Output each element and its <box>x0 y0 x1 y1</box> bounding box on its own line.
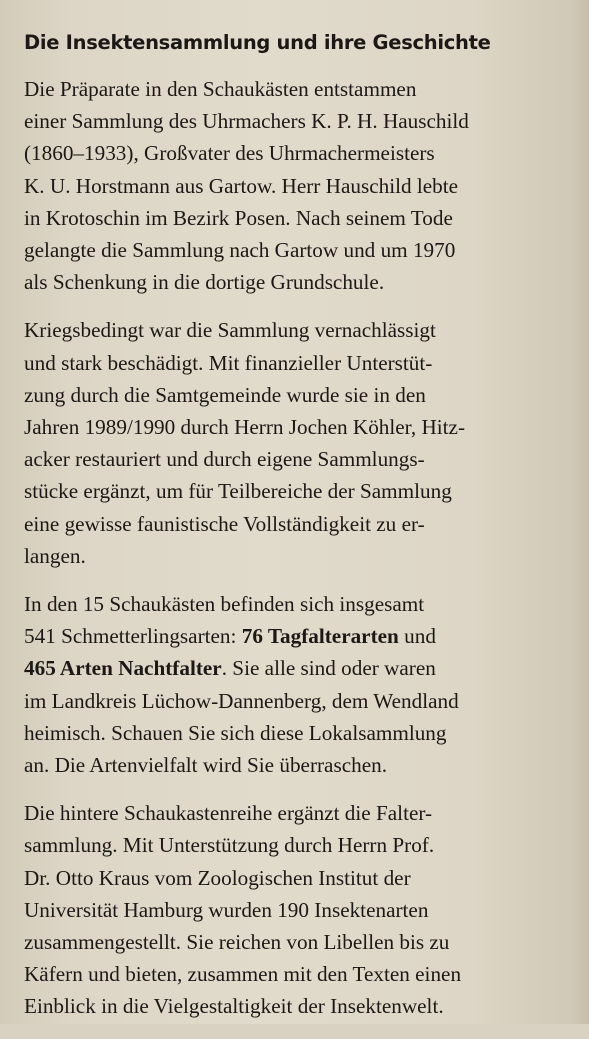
text-line: einer Sammlung des Uhrmachers K. P. H. Hauschild <box>24 109 469 134</box>
text-line: Die hintere Schaukastenreihe ergänzt die Falter- <box>24 801 433 826</box>
text-line: stücke ergänzt, um für Teilbereiche der Sammlung <box>24 479 452 504</box>
text-line: und stark beschädigt. Mit finanzieller Unterstüt- <box>24 350 433 375</box>
text-line: Einblick in die Vielgestaltigkeit der Insektenwelt. <box>24 994 444 1019</box>
text-line <box>24 620 579 652</box>
sign-content <box>24 30 579 1039</box>
text-segment: 541 Schmetterlingsarten: <box>24 624 242 649</box>
text-line: eine gewisse faunistische Vollständigkeit zu er- <box>24 511 425 536</box>
paragraph-restoration <box>24 314 579 572</box>
text-line: als Schenkung in die dortige Grundschule. <box>24 270 385 295</box>
text-line: Jahren 1989/1990 durch Herrn Jochen Köhler, Hitz- <box>24 415 466 440</box>
text-line: zusammengestellt. Sie reichen von Libellen bis zu <box>24 930 450 955</box>
text-line: in Krotoschin im Bezirk Posen. Nach seinem Tode <box>24 205 453 230</box>
day-moth-count: 76 Tagfalterarten <box>241 624 399 649</box>
text-line: sammlung. Mit Unterstützung durch Herrn Prof. <box>24 833 435 858</box>
text-line: Dr. Otto Kraus vom Zoologischen Institut der <box>24 865 411 890</box>
text-segment: und <box>398 624 436 649</box>
text-line: Universität Hamburg wurden 190 Insektenarten <box>24 897 429 922</box>
text-line: (1860–1933), Großvater des Uhrmachermeisters <box>24 141 435 166</box>
text-line: In den 15 Schaukästen befinden sich insgesamt <box>24 592 425 617</box>
text-line: zung durch die Samtgemeinde wurde sie in den <box>24 382 426 407</box>
text-line: gelangte die Sammlung nach Gartow und um 1970 <box>24 238 456 263</box>
paragraph-insects <box>24 797 579 1022</box>
paragraph-history <box>24 73 579 298</box>
paragraph-butterflies <box>24 588 579 781</box>
text-line: Die Präparate in den Schaukästen entstammen <box>24 77 417 101</box>
sign-title: Die Insektensammlung und ihre Geschichte <box>24 31 491 54</box>
text-line: Käfern und bieten, zusammen mit den Texten einen <box>24 962 462 987</box>
night-moth-count: 465 Arten Nachtfalter <box>24 656 222 681</box>
text-line <box>24 652 579 684</box>
text-line: an. Die Artenvielfalt wird Sie überraschen. <box>24 753 388 778</box>
text-line: Kriegsbedingt war die Sammlung vernachlässigt <box>24 318 436 343</box>
text-line: langen. <box>24 543 86 568</box>
text-line: heimisch. Schauen Sie sich diese Lokalsammlung <box>24 720 447 745</box>
text-line: K. U. Horstmann aus Gartow. Herr Hauschild lebte <box>24 173 459 198</box>
text-line: im Landkreis Lüchow-Dannenberg, dem Wendland <box>24 688 459 713</box>
text-segment: . Sie alle sind oder waren <box>221 656 436 681</box>
text-line: acker restauriert und durch eigene Sammlungs- <box>24 447 425 472</box>
